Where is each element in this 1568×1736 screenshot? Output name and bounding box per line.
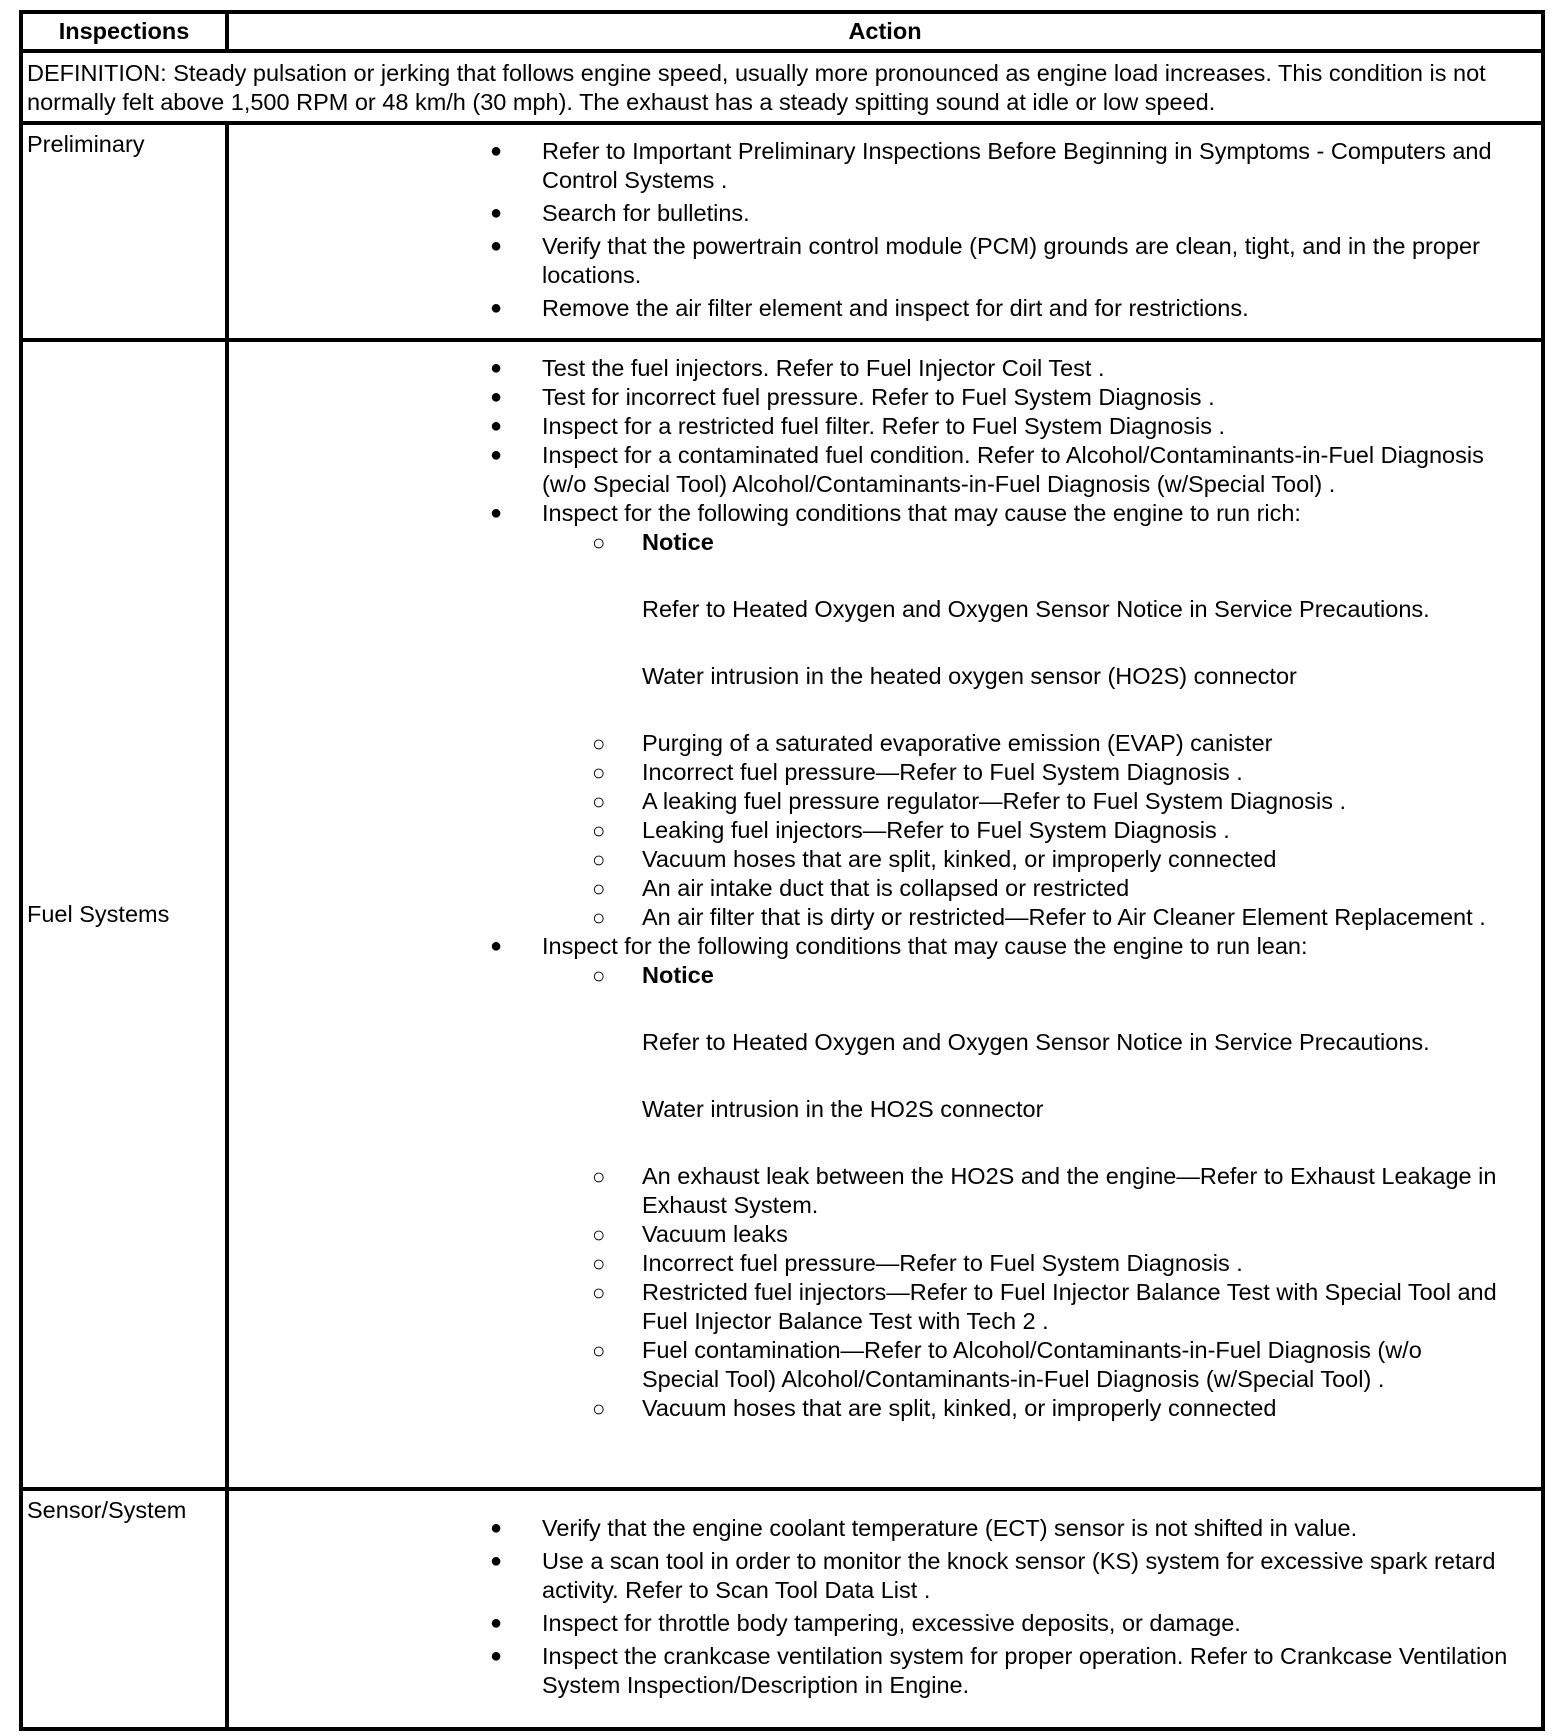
list-item: ○ Restricted fuel injectors—Refer to Fuel Injector Balance Test with Special Tool and Fuel Injector Balance Test with Tech 2 . — [592, 1279, 1497, 1334]
list-item: ● Verify that the engine coolant temperature (ECT) sensor is not shifted in value. — [490, 1515, 1358, 1541]
notice-item: Water intrusion in the heated oxygen sensor (HO2S) connector — [642, 663, 1297, 689]
list-item: ○ An exhaust leak between the HO2S and the engine—Refer to Exhaust Leakage in Exhaust System. — [592, 1163, 1497, 1218]
notice-block: ○ Notice Refer to Heated Oxygen and Oxygen Sensor Notice in Service Precautions. Water intrusion in the HO2S connector — [229, 961, 1521, 1162]
preliminary-actions — [227, 123, 1543, 340]
list-item: ● Inspect for a restricted fuel filter. Refer to Fuel System Diagnosis . — [490, 413, 1226, 439]
notice-title: Notice — [642, 529, 714, 555]
list-item: ○ Fuel contamination—Refer to Alcohol/Contaminants-in-Fuel Diagnosis (w/o Special Tool) Alcohol/Contaminants-in-Fuel Diagnosis (w/Special Tool) . — [592, 1337, 1422, 1392]
list-item: ● Inspect for throttle body tampering, excessive deposits, or damage. — [490, 1610, 1241, 1636]
list-item: ● Use a scan tool in order to monitor the knock sensor (KS) system for excessive spark retard activity. Refer to Scan Tool Data List . — [490, 1548, 1496, 1603]
list-item: ○ Leaking fuel injectors—Refer to Fuel System Diagnosis . — [592, 817, 1230, 843]
list-item: ● Remove the air filter element and inspect for dirt and for restrictions. — [490, 295, 1249, 321]
definition-row — [21, 51, 1543, 123]
inspection-table — [19, 10, 1545, 1731]
header-inspections: Inspections — [21, 12, 227, 51]
header-action: Action — [227, 12, 1543, 51]
notice-block: ○ Notice Refer to Heated Oxygen and Oxygen Sensor Notice in Service Precautions. Water intrusion in the heated oxygen sensor (HO2S) connector — [229, 528, 1521, 729]
list-item: ● Test the fuel injectors. Refer to Fuel Injector Coil Test . — [490, 355, 1105, 381]
list-item: ○ Purging of a saturated evaporative emission (EVAP) canister — [592, 730, 1273, 756]
notice-title: Notice — [642, 962, 714, 988]
preliminary-label: Preliminary — [21, 123, 227, 340]
list-item: ● Test for incorrect fuel pressure. Refer to Fuel System Diagnosis . — [490, 384, 1215, 410]
list-item: ● Inspect the crankcase ventilation system for proper operation. Refer to Crankcase Ventilation System Inspection/Description in Engine. — [490, 1643, 1508, 1698]
list-item: ○ Vacuum hoses that are split, kinked, or improperly connected — [592, 1395, 1277, 1421]
list-item: ○ Vacuum leaks — [592, 1221, 788, 1247]
list-item: ● Refer to Important Preliminary Inspections Before Beginning in Symptoms - Computers and Control Systems . — [490, 138, 1492, 193]
preliminary-row — [21, 123, 1543, 340]
definition-text: DEFINITION: Steady pulsation or jerking that follows engine speed, usually more pronounced as engine load increases. This condition is not normally felt above 1,500 RPM or 48 km/h (30 mph). The exhaust has a steady spitting sound at idle or low speed. — [21, 51, 1543, 123]
list-item: ○ Incorrect fuel pressure—Refer to Fuel System Diagnosis . — [592, 1250, 1243, 1276]
header-row — [21, 12, 1543, 51]
fuel-systems-row — [21, 340, 1543, 1489]
list-item: ○ An air intake duct that is collapsed or restricted — [592, 875, 1130, 901]
list-item: ● Search for bulletins. — [490, 200, 750, 226]
sensor-system-label: Sensor/System — [21, 1489, 227, 1729]
notice-text: Refer to Heated Oxygen and Oxygen Sensor Notice in Service Precautions. — [642, 596, 1430, 622]
fuel-systems-actions — [227, 340, 1543, 1489]
notice-item: Water intrusion in the HO2S connector — [642, 1096, 1044, 1122]
list-item: ● Inspect for a contaminated fuel condition. Refer to Alcohol/Contaminants-in-Fuel Diagnosis (w/o Special Tool) Alcohol/Contaminants-in-Fuel Diagnosis (w/Special Tool) . — [490, 442, 1484, 497]
sensor-system-row — [21, 1489, 1543, 1729]
fuel-systems-label: Fuel Systems — [21, 340, 227, 1489]
list-item: ○ Vacuum hoses that are split, kinked, or improperly connected — [592, 846, 1277, 872]
list-item: ○ A leaking fuel pressure regulator—Refer to Fuel System Diagnosis . — [592, 788, 1347, 814]
notice-text: Refer to Heated Oxygen and Oxygen Sensor Notice in Service Precautions. — [642, 1029, 1430, 1055]
list-item: ● Inspect for the following conditions that may cause the engine to run lean: ○ Notice Refer to Heated Oxygen and Oxygen Sensor Notice in Service Precautions. Water intrusion in the HO2S connector ○ An exhaust leak between the HO2S and the engine—Refer to Exhaust Leakage in Exhaust System. ○ Vacuum leaks ○ Incorrect fuel pressure—Refer to Fuel System Diagnosis . ○ Restricted fuel injectors—Refer to Fuel Injector Balance Test with Special Tool and Fuel Injector Balance Test with Tech 2 . ○ Fuel contamination—Refer to Alcohol/Contaminants-in-Fuel Diagnosis (w/o Special Tool) Alcohol/Contaminants-in-Fuel Diagnosis (w/Special Tool) . ○ Vacuum hoses that are split, kinked, or improperly connected — [229, 932, 1541, 1423]
list-item: ○ Incorrect fuel pressure—Refer to Fuel System Diagnosis . — [592, 759, 1243, 785]
list-item: ● Inspect for the following conditions that may cause the engine to run rich: ○ Notice Refer to Heated Oxygen and Oxygen Sensor Notice in Service Precautions. Water intrusion in the heated oxygen sensor (HO2S) connector ○ Purging of a saturated evaporative emission (EVAP) canister ○ Incorrect fuel pressure—Refer to Fuel System Diagnosis . ○ A leaking fuel pressure regulator—Refer to Fuel System Diagnosis . ○ Leaking fuel injectors—Refer to Fuel System Diagnosis . ○ Vacuum hoses that are split, kinked, or improperly connected ○ An air intake duct that is collapsed or restricted ○ An air filter that is dirty or restricted—Refer to Air Cleaner Element Replacement . — [229, 499, 1541, 932]
sensor-system-actions — [227, 1489, 1543, 1729]
list-item: ● Verify that the powertrain control module (PCM) grounds are clean, tight, and in the proper locations. — [490, 233, 1480, 288]
list-item: ○ An air filter that is dirty or restricted—Refer to Air Cleaner Element Replacement . — [592, 904, 1486, 930]
